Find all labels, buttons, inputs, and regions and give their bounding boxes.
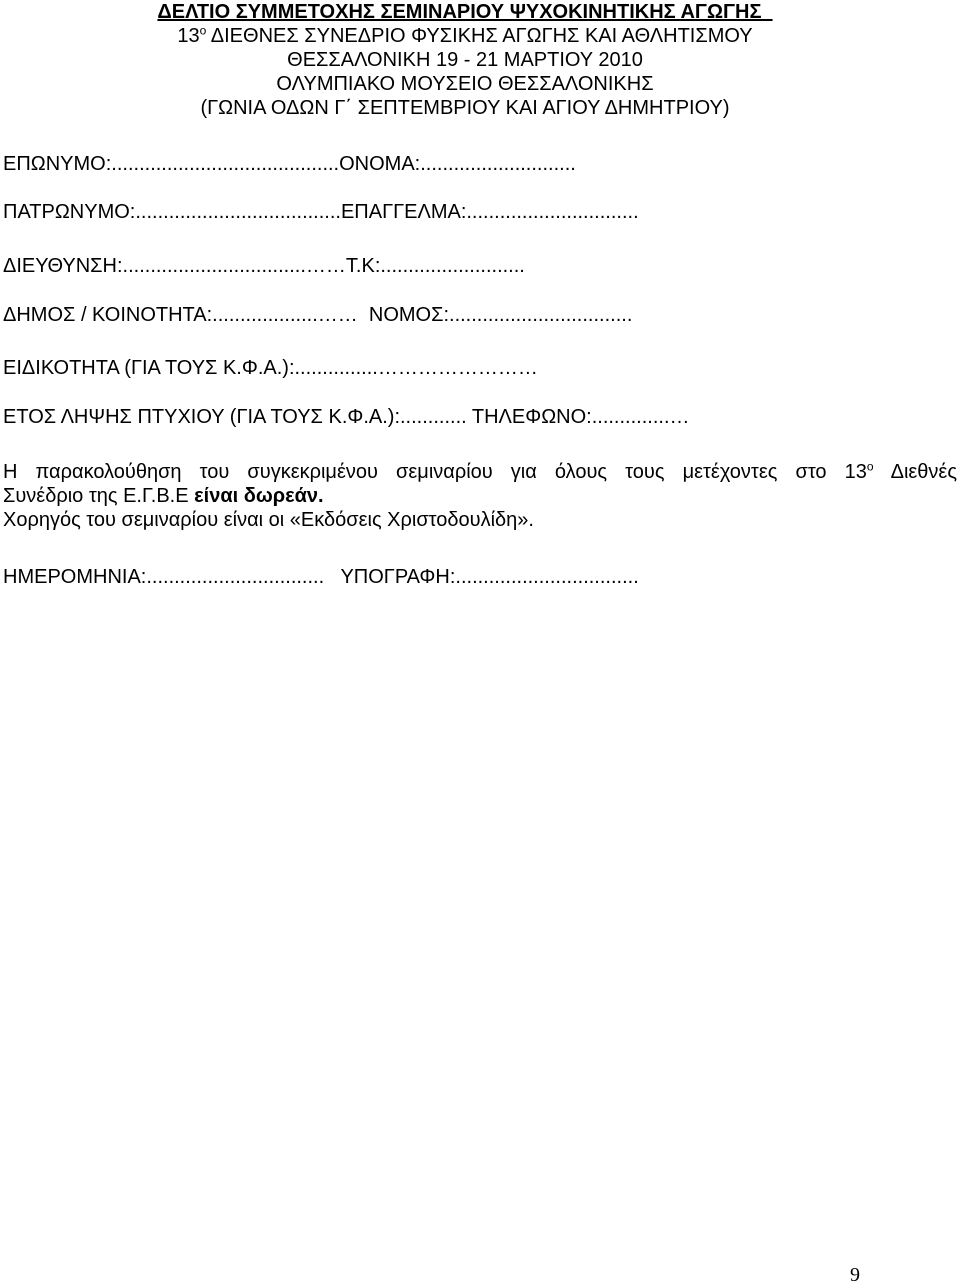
fathers-name-profession-field[interactable]: ΠΑΤΡΩΝΥΜΟ:.....................................ΕΠΑΓΓΕΛΜΑ:............................... <box>3 201 639 223</box>
specialty-field[interactable]: ΕΙΔΙΚΟΤΗΤΑ (ΓΙΑ ΤΟΥΣ Κ.Φ.Α.):...............…………………… <box>3 357 538 379</box>
conference-line <box>0 24 930 48</box>
address-postcode-field[interactable]: ΔΙΕΥΘΥΝΣΗ:.................................……Τ.Κ:.......................... <box>3 255 525 277</box>
notice-free-text: είναι δωρεάν. <box>194 485 324 507</box>
conference-ordinal: ο <box>199 23 207 38</box>
municipality-prefecture-field[interactable]: ΔΗΜΟΣ / ΚΟΙΝΟΤΗΤΑ:...................…… ΝΟΜΟΣ:................................. <box>3 304 633 326</box>
form-header <box>0 0 930 120</box>
date-signature-field[interactable]: ΗΜΕΡΟΜΗΝΙΑ:................................ ΥΠΟΓΡΑΦΗ:................................. <box>3 566 639 588</box>
conference-city-date: ΘΕΣΣΑΛΟΝΙΚΗ 19 - 21 ΜΑΡΤΙΟΥ 2010 <box>287 49 643 71</box>
notice-paragraph <box>3 460 957 532</box>
notice-line-2 <box>3 484 957 508</box>
page-number: 9 <box>850 1264 860 1286</box>
notice-line-1 <box>3 460 957 484</box>
conference-name: ΔΙΕΘΝΕΣ ΣΥΝΕΔΡΙΟ ΦΥΣΙΚΗΣ ΑΓΩΓΗΣ ΚΑΙ ΑΘΛΗΤΙΣΜΟΥ <box>206 25 753 47</box>
sponsor-line: Χορηγός του σεμιναρίου είναι οι «Εκδόσεις Χριστοδουλίδη». <box>3 509 534 531</box>
conference-number: 13 <box>177 25 200 47</box>
notice-line-1-text: Η παρακολούθηση του συγκεκριμένου σεμιναρίου για όλους τους μετέχοντες στο 13 <box>3 461 867 483</box>
conference-address: (ΓΩΝΙΑ ΟΔΩΝ Γ΄ ΣΕΠΤΕΜΒΡΙΟΥ ΚΑΙ ΑΓΙΟΥ ΔΗΜΗΤΡΙΟΥ) <box>200 97 730 119</box>
form-title: ΔΕΛΤΙΟ ΣΥΜΜΕΤΟΧΗΣ ΣΕΜΙΝΑΡΙΟΥ ΨΥΧΟΚΙΝΗΤΙΚΗΣ ΑΓΩΓΗΣ <box>157 1 773 23</box>
notice-line-2-text: Συνέδριο της Ε.Γ.Β.Ε <box>3 485 195 507</box>
conference-venue: ΟΛΥΜΠΙΑΚΟ ΜΟΥΣΕΙΟ ΘΕΣΣΑΛΟΝΙΚΗΣ <box>276 73 654 95</box>
graduation-phone-field[interactable]: ΕΤΟΣ ΛΗΨΗΣ ΠΤΥΧΙΟΥ (ΓΙΑ ΤΟΥΣ Κ.Φ.Α.):............ ΤΗΛΕΦΩΝΟ:..............… <box>3 406 690 428</box>
notice-line-1-end: Διεθνές <box>873 461 957 483</box>
surname-name-field[interactable]: ΕΠΩΝΥΜΟ:.........................................ΟΝΟΜΑ:............................ <box>3 153 576 175</box>
notice-line-1-ordinal: ο <box>866 459 874 474</box>
